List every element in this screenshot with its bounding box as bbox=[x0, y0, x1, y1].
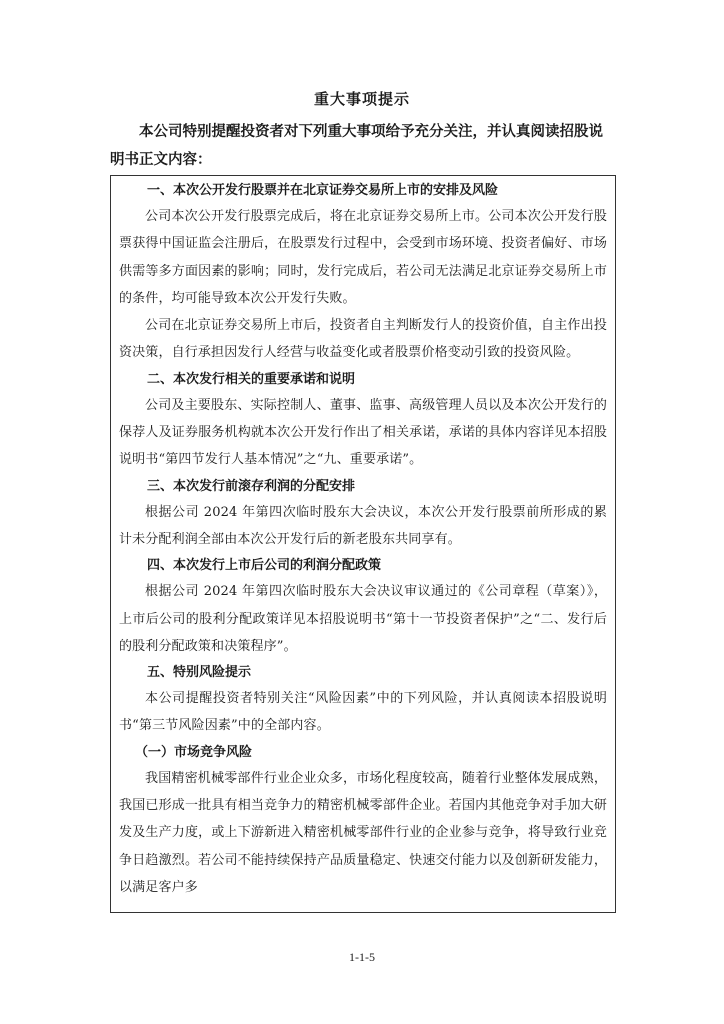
paragraph: 我国精密机械零部件行业企业众多，市场化程度较高，随着行业整体发展成熟，我国已形成一批具有相当竞争力的精密机械零部件企业。若国内其他竞争对手加大研发及生产力度，或上下游新进入精密机械零部件行业的企业参与竞争，将导致行业竞争日趋激烈。若公司不能持续保持产品质量稳定、快速交付能力以及创新研发能力，以满足客户多 bbox=[119, 770, 607, 895]
paragraph: 公司在北京证券交易所上市后，投资者自主判断发行人的投资价值，自主作出投资决策，自行承担因发行人经营与收益变化或者股票价格变动引致的投资风险。 bbox=[119, 318, 607, 361]
paragraph: 本公司提醒投资者特别关注“风险因素”中的下列风险，并认真阅读本招股说明书“第三节风险因素”中的全部内容。 bbox=[119, 691, 607, 734]
paragraph: 根据公司 2024 年第四次临时股东大会决议审议通过的《公司章程（草案）》，上市后公司的股利分配政策详见本招股说明书“第十一节投资者保护”之“二、发行后的股利分配政策和决策程序”。 bbox=[119, 584, 607, 654]
section-heading: 五、特别风险提示 bbox=[147, 665, 252, 681]
section-heading: 三、本次发行前滚存利润的分配安排 bbox=[147, 478, 356, 494]
lead-paragraph: 本公司特别提醒投资者对下列重大事项给予充分关注，并认真阅读招股说明书正文内容： bbox=[110, 124, 603, 168]
section-heading: 一、本次公开发行股票并在北京证券交易所上市的安排及风险 bbox=[147, 183, 499, 198]
subsection-heading: （一）市场竞争风险 bbox=[135, 744, 253, 760]
paragraph: 公司本次公开发行股票完成后，将在北京证券交易所上市。公司本次公开发行股票获得中国证监会注册后，在股票发行过程中，会受到市场环境、投资者偏好、市场供需等多方面因素的影响；同时，发行完成后，若公司无法满足北京证券交易所上市的条件，均可能导致本次公开发行失败。 bbox=[119, 209, 607, 306]
section-heading: 四、本次发行上市后公司的利润分配政策 bbox=[147, 558, 382, 574]
page-title: 重大事项提示 bbox=[313, 90, 410, 108]
paragraph: 公司及主要股东、实际控制人、董事、监事、高级管理人员以及本次公开发行的保荐人及证券服务机构就本次公开发行作出了相关承诺，承诺的具体内容详见本招股说明书“第四节发行人基本情况”之“九、重要承诺”。 bbox=[119, 397, 607, 468]
page-number: 1-1-5 bbox=[349, 950, 375, 964]
notice-box bbox=[110, 175, 616, 913]
paragraph: 根据公司 2024 年第四次临时股东大会决议，本次公开发行股票前所形成的累计未分配利润全部由本次公开发行后的新老股东共同享有。 bbox=[119, 504, 607, 547]
section-heading: 二、本次发行相关的重要承诺和说明 bbox=[147, 371, 356, 387]
